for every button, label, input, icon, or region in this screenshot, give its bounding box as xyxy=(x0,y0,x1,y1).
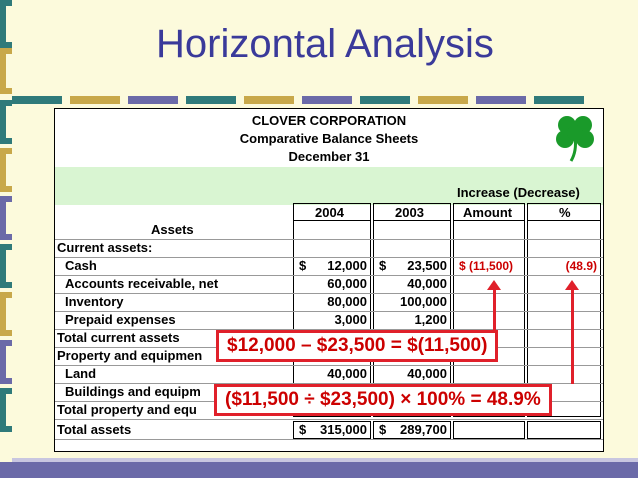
total-current-assets-label: Total current assets xyxy=(57,330,180,345)
cash-amount-change: $ (11,500) xyxy=(459,259,514,273)
prepaid-2004: 3,000 xyxy=(334,312,367,327)
total-ppe-label: Total property and equ xyxy=(57,402,197,417)
report-date: December 31 xyxy=(288,149,370,164)
dollar-sign: $ xyxy=(379,258,387,273)
arrow-percent xyxy=(571,290,574,384)
row-label: Prepaid expenses xyxy=(65,312,176,327)
arrowhead-icon xyxy=(487,280,501,290)
row-label: Accounts receivable, net xyxy=(65,276,219,291)
prepaid-2003: 1,200 xyxy=(414,312,447,327)
total-assets-label: Total assets xyxy=(57,422,132,437)
col-header-2004: 2004 xyxy=(315,205,344,220)
decor-strip xyxy=(12,96,612,104)
land-2003: 40,000 xyxy=(407,366,447,381)
row-label: Inventory xyxy=(65,294,124,309)
dollar-sign: $ xyxy=(379,422,387,437)
arrowhead-icon xyxy=(565,280,579,290)
ppe-label: Property and equipmen xyxy=(57,348,203,363)
percent-formula-callout: ($11,500 ÷ $23,500) × 100% = 48.9% xyxy=(214,384,552,416)
buildings-label: Buildings and equipm xyxy=(65,384,201,399)
inventory-2003: 100,000 xyxy=(400,294,447,309)
current-assets-label: Current assets: xyxy=(57,240,153,255)
ar-2004: 60,000 xyxy=(327,276,367,291)
row-label: Cash xyxy=(65,258,97,273)
cash-2004: 12,000 xyxy=(327,258,367,273)
inventory-2004: 80,000 xyxy=(327,294,367,309)
company-name: CLOVER CORPORATION xyxy=(251,113,407,128)
dollar-sign: $ xyxy=(299,258,307,273)
land-label: Land xyxy=(65,366,97,381)
clover-icon xyxy=(553,113,597,163)
decor-strip xyxy=(0,462,638,478)
assets-label: Assets xyxy=(151,222,194,237)
report-name: Comparative Balance Sheets xyxy=(239,131,419,146)
col-header-amount: Amount xyxy=(463,205,513,220)
cash-2003: 23,500 xyxy=(407,258,447,273)
col-header-percent: % xyxy=(559,205,571,220)
total-assets-2003: 289,700 xyxy=(400,422,447,437)
change-header: Increase (Decrease) xyxy=(457,185,580,200)
col-header-2003: 2003 xyxy=(395,205,424,220)
amount-formula-callout: $12,000 – $23,500 = $(11,500) xyxy=(216,330,498,362)
land-2004: 40,000 xyxy=(327,366,367,381)
cash-percent-change: (48.9) xyxy=(565,259,597,273)
dollar-sign: $ xyxy=(299,422,307,437)
total-assets-2004: 315,000 xyxy=(320,422,367,437)
arrow-amount xyxy=(493,290,496,330)
ar-2003: 40,000 xyxy=(407,276,447,291)
slide-title: Horizontal Analysis xyxy=(156,22,494,66)
